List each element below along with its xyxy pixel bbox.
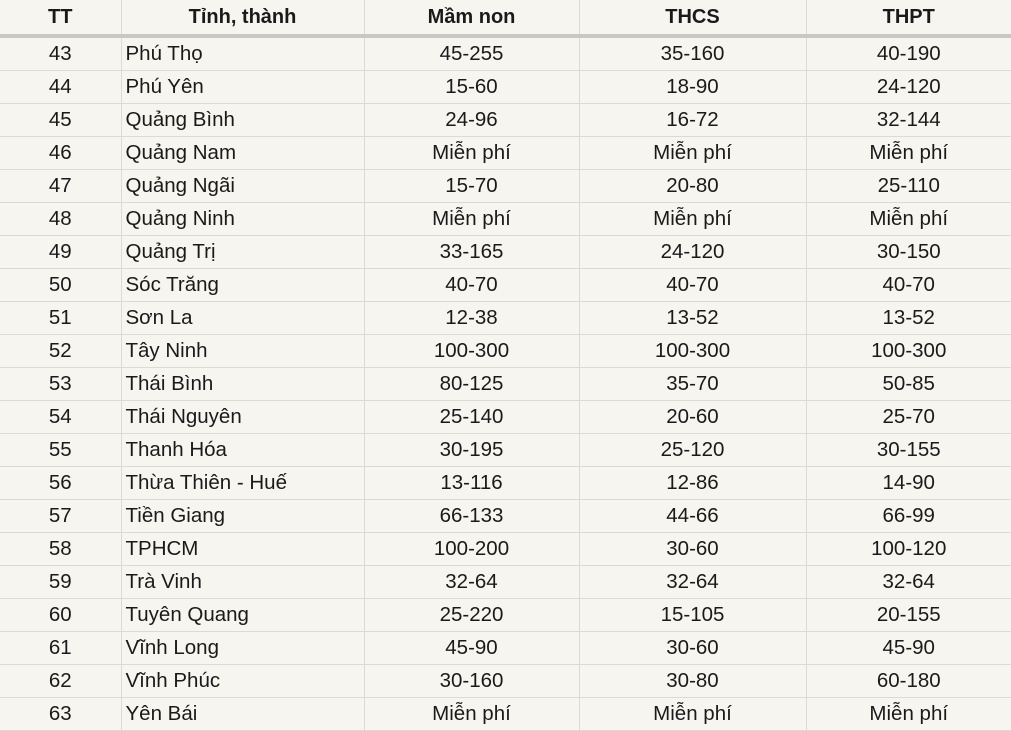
cell-thcs: 18-90 (579, 71, 806, 104)
cell-thcs: 13-52 (579, 302, 806, 335)
cell-preschool: 12-38 (364, 302, 579, 335)
cell-preschool: 40-70 (364, 269, 579, 302)
cell-preschool: 45-255 (364, 36, 579, 71)
cell-thcs: 30-60 (579, 533, 806, 566)
cell-province: Thừa Thiên - Huế (121, 467, 364, 500)
cell-preschool: Miễn phí (364, 698, 579, 731)
cell-preschool: 24-96 (364, 104, 579, 137)
cell-thpt: 24-120 (806, 71, 1011, 104)
cell-thpt: 32-64 (806, 566, 1011, 599)
cell-province: Quảng Nam (121, 137, 364, 170)
table-row (0, 302, 1011, 335)
cell-tt: 56 (0, 467, 121, 500)
cell-thpt: 13-52 (806, 302, 1011, 335)
header-preschool: Mầm non (364, 0, 579, 36)
cell-tt: 51 (0, 302, 121, 335)
cell-tt: 57 (0, 500, 121, 533)
header-tt: TT (0, 0, 121, 36)
cell-preschool: 15-70 (364, 170, 579, 203)
cell-thcs: 15-105 (579, 599, 806, 632)
cell-preschool: 25-140 (364, 401, 579, 434)
cell-thpt: Miễn phí (806, 203, 1011, 236)
cell-province: Thanh Hóa (121, 434, 364, 467)
cell-tt: 62 (0, 665, 121, 698)
cell-preschool: 32-64 (364, 566, 579, 599)
table-header-row (0, 0, 1011, 36)
cell-province: Sơn La (121, 302, 364, 335)
cell-thcs: 35-160 (579, 36, 806, 71)
cell-thpt: Miễn phí (806, 137, 1011, 170)
cell-tt: 60 (0, 599, 121, 632)
cell-tt: 61 (0, 632, 121, 665)
cell-thpt: 32-144 (806, 104, 1011, 137)
table-row (0, 368, 1011, 401)
cell-preschool: Miễn phí (364, 137, 579, 170)
cell-tt: 54 (0, 401, 121, 434)
cell-preschool: 30-195 (364, 434, 579, 467)
cell-preschool: Miễn phí (364, 203, 579, 236)
cell-thpt: 100-120 (806, 533, 1011, 566)
cell-thpt: 25-110 (806, 170, 1011, 203)
table-row (0, 632, 1011, 665)
cell-thcs: 20-60 (579, 401, 806, 434)
table-row (0, 500, 1011, 533)
table-row (0, 71, 1011, 104)
cell-thpt: 40-70 (806, 269, 1011, 302)
cell-preschool: 15-60 (364, 71, 579, 104)
cell-thcs: 20-80 (579, 170, 806, 203)
cell-thcs: 12-86 (579, 467, 806, 500)
header-thpt: THPT (806, 0, 1011, 36)
table-row (0, 566, 1011, 599)
cell-tt: 48 (0, 203, 121, 236)
cell-province: TPHCM (121, 533, 364, 566)
cell-thcs: 32-64 (579, 566, 806, 599)
cell-preschool: 30-160 (364, 665, 579, 698)
table-row (0, 467, 1011, 500)
cell-province: Quảng Ninh (121, 203, 364, 236)
cell-preschool: 45-90 (364, 632, 579, 665)
cell-thpt: Miễn phí (806, 698, 1011, 731)
cell-thpt: 50-85 (806, 368, 1011, 401)
header-thcs: THCS (579, 0, 806, 36)
table-body (0, 36, 1011, 731)
table-row (0, 203, 1011, 236)
cell-thcs: 30-80 (579, 665, 806, 698)
cell-province: Thái Bình (121, 368, 364, 401)
cell-thpt: 45-90 (806, 632, 1011, 665)
table-row (0, 269, 1011, 302)
cell-tt: 47 (0, 170, 121, 203)
table-row (0, 335, 1011, 368)
cell-thcs: Miễn phí (579, 203, 806, 236)
cell-thcs: 16-72 (579, 104, 806, 137)
cell-province: Vĩnh Phúc (121, 665, 364, 698)
cell-tt: 45 (0, 104, 121, 137)
table-row (0, 401, 1011, 434)
table-row (0, 236, 1011, 269)
cell-thpt: 66-99 (806, 500, 1011, 533)
cell-thcs: Miễn phí (579, 698, 806, 731)
cell-preschool: 33-165 (364, 236, 579, 269)
cell-province: Quảng Bình (121, 104, 364, 137)
cell-tt: 58 (0, 533, 121, 566)
cell-thpt: 30-155 (806, 434, 1011, 467)
table-row (0, 599, 1011, 632)
cell-thcs: 25-120 (579, 434, 806, 467)
cell-tt: 63 (0, 698, 121, 731)
cell-tt: 49 (0, 236, 121, 269)
table-row (0, 170, 1011, 203)
cell-province: Quảng Ngãi (121, 170, 364, 203)
cell-province: Tiền Giang (121, 500, 364, 533)
cell-preschool: 100-300 (364, 335, 579, 368)
cell-province: Phú Thọ (121, 36, 364, 71)
cell-thcs: 44-66 (579, 500, 806, 533)
cell-thpt: 20-155 (806, 599, 1011, 632)
cell-tt: 53 (0, 368, 121, 401)
cell-thpt: 60-180 (806, 665, 1011, 698)
cell-province: Tuyên Quang (121, 599, 364, 632)
cell-thcs: 35-70 (579, 368, 806, 401)
cell-province: Trà Vinh (121, 566, 364, 599)
header-province: Tỉnh, thành (121, 0, 364, 36)
cell-tt: 50 (0, 269, 121, 302)
cell-thcs: 24-120 (579, 236, 806, 269)
cell-thpt: 30-150 (806, 236, 1011, 269)
cell-tt: 43 (0, 36, 121, 71)
cell-preschool: 13-116 (364, 467, 579, 500)
table-row (0, 434, 1011, 467)
cell-province: Sóc Trăng (121, 269, 364, 302)
cell-preschool: 80-125 (364, 368, 579, 401)
cell-tt: 52 (0, 335, 121, 368)
table-row (0, 698, 1011, 731)
cell-thpt: 40-190 (806, 36, 1011, 71)
cell-province: Vĩnh Long (121, 632, 364, 665)
cell-preschool: 100-200 (364, 533, 579, 566)
table-row (0, 104, 1011, 137)
cell-tt: 46 (0, 137, 121, 170)
cell-tt: 44 (0, 71, 121, 104)
table-row (0, 665, 1011, 698)
cell-province: Yên Bái (121, 698, 364, 731)
cell-province: Quảng Trị (121, 236, 364, 269)
cell-thpt: 25-70 (806, 401, 1011, 434)
cell-preschool: 66-133 (364, 500, 579, 533)
cell-preschool: 25-220 (364, 599, 579, 632)
table-row (0, 533, 1011, 566)
cell-thcs: 30-60 (579, 632, 806, 665)
cell-thcs: 40-70 (579, 269, 806, 302)
table-row (0, 36, 1011, 71)
cell-tt: 55 (0, 434, 121, 467)
cell-province: Thái Nguyên (121, 401, 364, 434)
cell-thcs: Miễn phí (579, 137, 806, 170)
cell-thpt: 100-300 (806, 335, 1011, 368)
table-row (0, 137, 1011, 170)
cell-tt: 59 (0, 566, 121, 599)
cell-province: Tây Ninh (121, 335, 364, 368)
cell-thcs: 100-300 (579, 335, 806, 368)
cell-province: Phú Yên (121, 71, 364, 104)
cell-thpt: 14-90 (806, 467, 1011, 500)
